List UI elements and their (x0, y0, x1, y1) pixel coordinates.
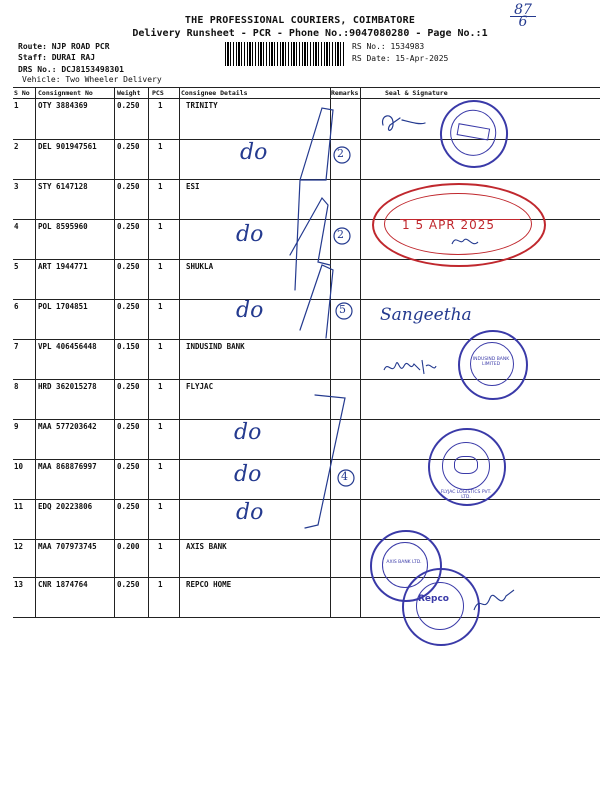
cell-consignment: HRD 362015278 (38, 382, 97, 391)
indusind-stamp-text: INDUSIND BANK LIMITED (472, 357, 510, 367)
document-subtitle: Delivery Runsheet - PCR - Phone No.:9047080280 - Page No.:1 (132, 28, 488, 39)
cell-consignee: ESI (186, 182, 200, 191)
ditto-row-9: do (234, 420, 262, 445)
cell-weight: 0.250 (117, 462, 140, 471)
ditto-row-2: do (240, 140, 268, 165)
col-weight: Weight (117, 89, 141, 97)
cell-sno: 4 (14, 222, 19, 231)
col-consignee: Consignee Details (181, 89, 248, 97)
cell-sno: 3 (14, 182, 19, 191)
esic-stamp-date: 1 5 APR 2025 (402, 218, 496, 232)
cell-sno: 8 (14, 382, 19, 391)
cell-consignee: INDUSIND BANK (186, 342, 245, 351)
cell-consignee: AXIS BANK (186, 542, 227, 551)
ditto-row-6: do (236, 298, 264, 323)
corner-note-bottom: 6 (518, 14, 528, 30)
signature-row-7 (380, 352, 440, 382)
cell-pcs: 1 (158, 422, 163, 431)
cell-weight: 0.250 (117, 382, 140, 391)
cell-consignee: REPCO HOME (186, 580, 232, 589)
bracket-4 (305, 395, 345, 528)
cell-sno: 13 (14, 580, 24, 589)
cell-consignment: DEL 901947561 (38, 142, 97, 151)
cell-sno: 9 (14, 422, 19, 431)
cell-weight: 0.250 (117, 302, 140, 311)
col-seal-signature: Seal & Signature (385, 89, 448, 97)
cell-consignment: OTY 3884369 (38, 101, 88, 110)
cell-consignment: MAA 707973745 (38, 542, 97, 551)
remark-5: 5 (339, 303, 346, 316)
cell-weight: 0.250 (117, 422, 140, 431)
flyjac-stamp-text: FLYJAC LOGISTICS PVT. LTD. (440, 490, 492, 500)
axis-stamp-text: AXIS BANK LTD. (386, 560, 422, 565)
cell-consignment: MAA 577203642 (38, 422, 97, 431)
cell-consignment: CNR 1874764 (38, 580, 88, 589)
cell-weight: 0.250 (117, 262, 140, 271)
cell-consignment: STY 6147128 (38, 182, 88, 191)
cell-weight: 0.250 (117, 222, 140, 231)
staff-label: Staff: DURAI RAJ (18, 53, 96, 62)
cell-pcs: 1 (158, 342, 163, 351)
repco-stamp-text: Repco (418, 594, 449, 604)
cell-sno: 7 (14, 342, 19, 351)
ditto-row-10: do (234, 462, 262, 487)
cell-consignee: TRINITY (186, 101, 218, 110)
remark-2-row-2: 2 (337, 147, 344, 160)
cell-consignment: MAA 868876997 (38, 462, 97, 471)
col-sno: S No (14, 89, 30, 97)
bracket-3 (300, 265, 333, 338)
cell-pcs: 1 (158, 302, 163, 311)
col-pcs: PCS (152, 89, 164, 97)
signature-sangeetha: Sangeetha (380, 305, 472, 325)
esic-signature (448, 232, 488, 252)
cell-pcs: 1 (158, 142, 163, 151)
corner-note-top: 87 (514, 2, 532, 18)
cell-pcs: 1 (158, 222, 163, 231)
cell-weight: 0.250 (117, 580, 140, 589)
rs-date: RS Date: 15-Apr-2025 (352, 54, 449, 63)
cell-consignment: VPL 406456448 (38, 342, 97, 351)
cell-sno: 11 (14, 502, 24, 511)
cell-pcs: 1 (158, 262, 163, 271)
rs-number: RS No.: 1534983 (352, 42, 425, 51)
cell-sno: 2 (14, 142, 19, 151)
cell-weight: 0.250 (117, 182, 140, 191)
cell-consignment: POL 8595960 (38, 222, 88, 231)
cell-weight: 0.250 (117, 101, 140, 110)
col-consignment: Consignment No (38, 89, 93, 97)
cell-pcs: 1 (158, 462, 163, 471)
cell-sno: 1 (14, 101, 19, 110)
bracket-1 (295, 108, 333, 290)
vehicle-label: Vehicle: Two Wheeler Delivery (22, 75, 162, 84)
cell-consignee: SHUKLA (186, 262, 214, 271)
signature-row-13 (470, 580, 520, 620)
cell-pcs: 1 (158, 101, 163, 110)
cell-pcs: 1 (158, 580, 163, 589)
cell-pcs: 1 (158, 382, 163, 391)
route-label: Route: NJP ROAD PCR (18, 42, 110, 51)
cell-weight: 0.250 (117, 142, 140, 151)
cell-sno: 5 (14, 262, 19, 271)
cell-pcs: 1 (158, 502, 163, 511)
cell-weight: 0.200 (117, 542, 140, 551)
drs-number: DRS No.: DCJ8153498301 (18, 65, 124, 74)
ditto-row-4: do (236, 222, 264, 247)
cell-consignee: FLYJAC (186, 382, 214, 391)
cell-consignment: ART 1944771 (38, 262, 88, 271)
cell-weight: 0.250 (117, 502, 140, 511)
document-title: THE PROFESSIONAL COURIERS, COIMBATORE (184, 15, 416, 26)
cell-consignment: POL 1704851 (38, 302, 88, 311)
cell-weight: 0.150 (117, 342, 140, 351)
cell-pcs: 1 (158, 182, 163, 191)
cell-sno: 6 (14, 302, 19, 311)
cell-consignment: EDQ 20223806 (38, 502, 93, 511)
cell-sno: 10 (14, 462, 24, 471)
remark-4: 4 (341, 470, 348, 483)
ditto-row-11: do (236, 500, 264, 525)
remark-2-row-4: 2 (337, 228, 344, 241)
cell-sno: 12 (14, 542, 24, 551)
stamp-repco (402, 568, 480, 646)
col-remarks: Remarks (331, 89, 359, 97)
cell-pcs: 1 (158, 542, 163, 551)
